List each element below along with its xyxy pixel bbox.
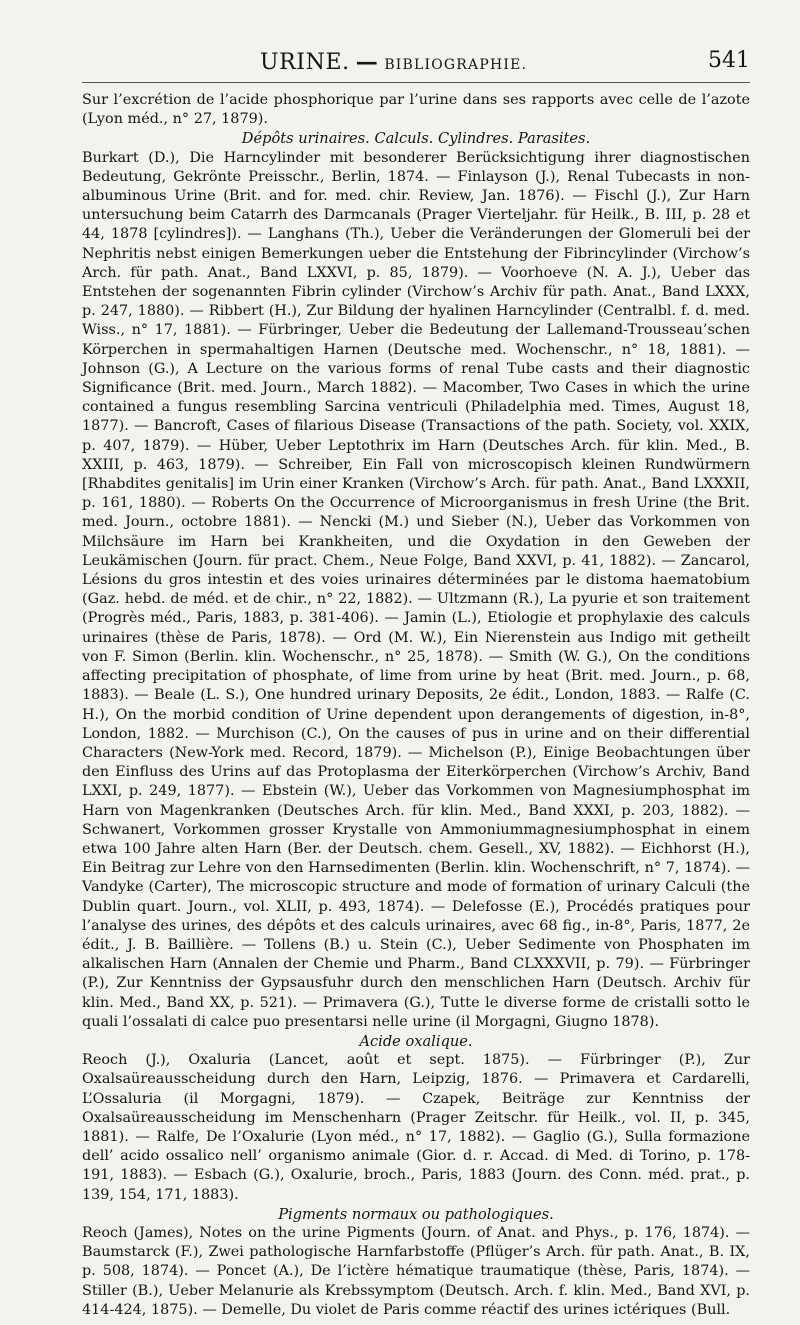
section-heading-oxalique: Acide oxalique. [359, 1032, 473, 1050]
bibliography-block-depots: Burkart (D.), Die Harncylinder mit besonderer Berücksichtigung ihrer diagnostischen Bedeutung, Gekrönte Preisschr., Berlin, 1874. — Finlayson (J.), Renal Tubecasts in non-albuminous Urine (Brit. and for. med. chir. Review, Jan. 1876). — Fischl (J.), Zur Harn untersuchung beim Catarrh des Darmcanals (Prager Vierteljahr. für Heilk., B. III, p. 28 et 44, 1878 [cylindres]). — Langhans (Th.), Ueber die Veränderungen der Glomeruli bei der Nephritis nebst einigen Bemerkungen ueber die Entstehung der Fibrincylinder (Virchow’s Arch. für path. Anat., Band LXXVI, p. 85, 1879). — Voorhoeve (N. A. J.), Ueber das Entstehen der sogenannten Fibrin cylinder (Virchow’s Archiv für path. Anat., Band LXXX, p. 247, 1880). — Ribbert (H.), Zur Bildung der hyalinen Harncylinder (Centralbl. f. d. med. Wiss., n° 17, 1881). — Fürbringer, Ueber die Bedeutung der Lallemand-Trousseau’schen Körperchen in spermahaltigen Harnen (Deutsche med. Wochenschr., n° 18, 1881). — Johnson (G.), A Lecture on the various forms of renal Tube casts and their diagnostic Significance (Brit. med. Journ., March 1882). — Macomber, Two Cases in which the urine contained a fungus resembling Sarcina ventriculi (Philadelphia med. Times, August 18, 1877). — Bancroft, Cases of filarious Disease (Transactions of the path. Society, vol. XXIX, p. 407, 1879). — Hüber, Ueber Leptothrix im Harn (Deutsches Arch. für klin. Med., B. XXIII, p. 463, 1879). — Schreiber, Ein Fall von microscopisch kleinen Rundwürmern [Rhabdites genitalis] im Urin einer Kranken (Virchow’s Arch. für path. Anat., Band LXXXII, p. 161, 1880). — Roberts On the Occurrence of Microorganismus in fresh Urine (the Brit. med. Journ., octobre 1881). — Nencki (M.) und Sieber (N.), Ueber das Vorkommen von Milchsäure im Harn bei Krankheiten, und die Oxydation in den Geweben der Leukämischen (Journ. für pract. Chem., Neue Folge, Band XXVI, p. 41, 1882). — Zancarol, Lésions du gros intestin et des voies urinaires déterminées par le distoma haematobium (Gaz. hebd. de méd. et de chir., n° 22, 1882). — Ultzmann (R.), La pyurie et son traitement (Progrès méd., Paris, 1883, p. 381-406). — Jamin (L.), Etiologie et prophylaxie des calculs urinaires (thèse de Paris, 1878). — Ord (M. W.), Ein Nierenstein aus Indigo mit getheilt von F. Simon (Berlin. klin. Wochenschr., n° 25, 1878). — Smith (W. G.), On the conditions affecting precipitation of phosphate, of lime from urine by heat (Brit. med. Journ., p. 68, 1883). — Beale (L. S.), One hundred urinary Deposits, 2e édit., London, 1883. — Ralfe (C. H.), On the morbid condition of Urine dependent upon derangements of digestion, in-8°, London, 1882. — Murchison (C.), On the causes of pus in urine and on their differential Characters (New-York med. Record, 1879). — Michelson (P.), Einige Beobachtungen über den Einfluss des Urins auf das Protoplasma der Eiterkörperchen (Virchow’s Archiv, Band LXXI, p. 249, 1877). — Ebstein (W.), Ueber das Vorkommen von Magnesiumphosphat im Harn von Magenkranken (Deutsches Arch. für klin. Med., Band XXXI, p. 203, 1882). — Schwanert, Vorkommen grosser Krystalle von Ammoniummagnesiumphosphat in einem etwa 100 Jahre alten Harn (Ber. der Deutsch. chem. Gesell., XV, 1882). — Eichhorst (H.), Ein Beitrag zur Lehre von den Harnsedimenten (Berlin. klin. Wochenschrift, n° 7, 1874). — Vandyke (Carter), The microscopic structure and mode of formation of urinary Calculi (the Dublin quart. Journ., vol. XLII, p. 493, 1874). — Delefosse (E.), Procédés pratiques pour l’analyse des urines, des dépôts et des calculs urinaires, avec 68 fig., in-8°, Paris, 1877, 2e édit., J. B. Baillière. — Tollens (B.) u. Stein (C.), Ueber Sedimente von Phosphaten im alkalischen Harn (Annalen der Chemie und Pharm., Band CLXXXVII, p. 79). — Fürbringer (P.), Zur Kenntniss der Gypsausfuhr durch den menschlichen Harn (Deutsch. Archiv für klin. Med., Band XX, p. 521). — Primavera (G.), Tutte le diverse forme de cristalli sotto le quali l’ossalati di calce puo presentarsi nelle urine (il Morgagni, Giugno 1878). [82, 149, 750, 1030]
page-number: 541 [708, 48, 750, 73]
intro-paragraph: Sur l’excrétion de l’acide phosphorique par l’urine dans ses rapports avec celle de l’azote (Lyon méd., n° 27, 1879). [82, 92, 750, 128]
bibliography-block-pigments: Reoch (James), Notes on the urine Pigments (Journ. of Anat. and Phys., p. 176, 1874). — Baumstarck (F.), Zwei pathologische Harnfarbstoffe (Pflüger’s Arch. für path. Anat., B. IX, p. 508, 1874). — Poncet (A.), De l’ictère hématique traumatique (thèse, Paris, 1874). — Stiller (B.), Ueber Melanurie als Krebssymptom (Deutsch. Arch. f. klin. Med., Band XVI, p. 414-424, 1875). — Demelle, Du violet de Paris comme réactif des urines ictériques (Bull. [82, 1224, 750, 1318]
running-header [82, 46, 750, 83]
title-main: URINE. [260, 50, 350, 75]
section-heading-depots: Dépôts urinaires. Calculs. Cylindres. Parasites. [241, 130, 591, 148]
title-sub: BIBLIOGRAPHIE. [384, 57, 528, 73]
section-heading-pigments: Pigments normaux ou pathologiques. [278, 1205, 554, 1223]
running-title [260, 49, 527, 75]
bibliography-block-oxalique: Reoch (J.), Oxaluria (Lancet, août et sept. 1875). — Fürbringer (P.), Zur Oxalsaüreausscheidung durch den Harn, Leipzig, 1876. — Primavera et Cardarelli, L’Ossaluria (il Morgagni, 1879). — Czapek, Beiträge zur Kenntniss der Oxalsaüreausscheidung im Menschenharn (Prager Zeitschr. für Heilk., vol. II, p. 345, 1881). — Ralfe, De l’Oxalurie (Lyon méd., n° 17, 1882). — Gaglio (G.), Sulla formazione dell’ acido ossalico nell’ organismo animale (Gior. d. r. Accad. di Med. di Torino, p. 178-191, 1883). — Esbach (G.), Oxalurie, broch., Paris, 1883 (Journ. des Conn. méd. prat., p. 139, 154, 171, 1883). [82, 1052, 750, 1203]
title-dash: — [355, 49, 379, 75]
page-body [82, 91, 750, 1320]
